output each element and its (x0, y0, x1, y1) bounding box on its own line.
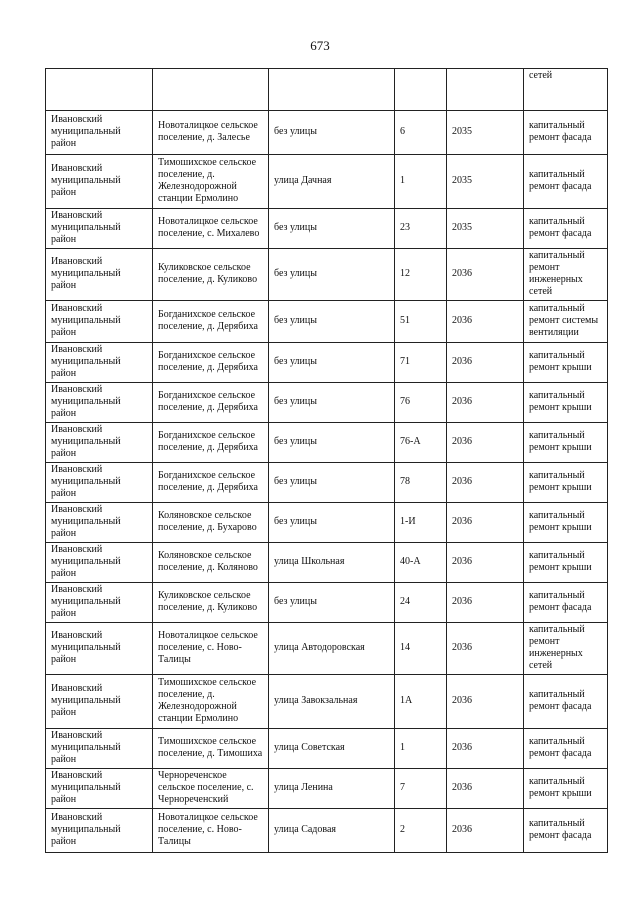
settlement-cell: Тимошихское сельское поселение, д. Тимошиха (153, 729, 269, 769)
table-row (46, 675, 608, 729)
district-cell: Ивановский муниципальный район (46, 623, 153, 675)
district-cell: Ивановский муниципальный район (46, 463, 153, 503)
work-cell: сетей (524, 69, 608, 111)
house-cell: 40-А (395, 543, 447, 583)
house-cell: 1 (395, 729, 447, 769)
house-cell: 76 (395, 383, 447, 423)
year-cell: 2036 (447, 343, 524, 383)
table-row (46, 249, 608, 301)
year-cell: 2036 (447, 769, 524, 809)
year-cell: 2035 (447, 111, 524, 155)
street-cell: без улицы (269, 583, 395, 623)
work-cell: капитальный ремонт крыши (524, 769, 608, 809)
settlement-cell: Богданихское сельское поселение, д. Дерябиха (153, 301, 269, 343)
settlement-cell (153, 69, 269, 111)
street-cell: улица Завокзальная (269, 675, 395, 729)
year-cell: 2036 (447, 463, 524, 503)
house-cell: 7 (395, 769, 447, 809)
house-cell: 1-И (395, 503, 447, 543)
district-cell: Ивановский муниципальный район (46, 543, 153, 583)
year-cell: 2036 (447, 729, 524, 769)
table-row (46, 343, 608, 383)
street-cell: без улицы (269, 463, 395, 503)
table-row (46, 155, 608, 209)
work-cell: капитальный ремонт фасада (524, 583, 608, 623)
house-cell (395, 69, 447, 111)
street-cell: без улицы (269, 111, 395, 155)
street-cell: улица Школьная (269, 543, 395, 583)
year-cell: 2035 (447, 155, 524, 209)
year-cell: 2036 (447, 383, 524, 423)
work-cell: капитальный ремонт крыши (524, 383, 608, 423)
street-cell: без улицы (269, 423, 395, 463)
settlement-cell: Новоталицкое сельское поселение, с. Ново-Талицы (153, 623, 269, 675)
district-cell: Ивановский муниципальный район (46, 769, 153, 809)
district-cell: Ивановский муниципальный район (46, 111, 153, 155)
house-cell: 76-А (395, 423, 447, 463)
district-cell: Ивановский муниципальный район (46, 583, 153, 623)
house-cell: 78 (395, 463, 447, 503)
settlement-cell: Богданихское сельское поселение, д. Дерябиха (153, 383, 269, 423)
work-cell: капитальный ремонт фасада (524, 111, 608, 155)
settlement-cell: Коляновское сельское поселение, д. Бухарово (153, 503, 269, 543)
street-cell: улица Автодоровская (269, 623, 395, 675)
house-cell: 1А (395, 675, 447, 729)
district-cell: Ивановский муниципальный район (46, 675, 153, 729)
work-cell: капитальный ремонт фасада (524, 809, 608, 853)
work-cell: капитальный ремонт крыши (524, 543, 608, 583)
settlement-cell: Новоталицкое сельское поселение, с. Ново-Талицы (153, 809, 269, 853)
district-cell: Ивановский муниципальный район (46, 383, 153, 423)
settlement-cell: Коляновское сельское поселение, д. Коляново (153, 543, 269, 583)
table-row (46, 209, 608, 249)
year-cell: 2036 (447, 583, 524, 623)
house-cell: 24 (395, 583, 447, 623)
district-cell (46, 69, 153, 111)
settlement-cell: Богданихское сельское поселение, д. Дерябиха (153, 343, 269, 383)
settlement-cell: Куликовское сельское поселение, д. Куликово (153, 583, 269, 623)
district-cell: Ивановский муниципальный район (46, 209, 153, 249)
table-row (46, 769, 608, 809)
table-row (46, 623, 608, 675)
table-row (46, 729, 608, 769)
street-cell: без улицы (269, 503, 395, 543)
table-row (46, 423, 608, 463)
page-number: 673 (310, 38, 330, 53)
work-cell: капитальный ремонт инженерных сетей (524, 249, 608, 301)
table-row (46, 111, 608, 155)
settlement-cell: Богданихское сельское поселение, д. Дерябиха (153, 463, 269, 503)
table-row (46, 301, 608, 343)
street-cell: без улицы (269, 249, 395, 301)
year-cell: 2036 (447, 301, 524, 343)
district-cell: Ивановский муниципальный район (46, 809, 153, 853)
house-cell: 1 (395, 155, 447, 209)
year-cell: 2036 (447, 809, 524, 853)
house-cell: 23 (395, 209, 447, 249)
house-cell: 51 (395, 301, 447, 343)
district-cell: Ивановский муниципальный район (46, 729, 153, 769)
table-row (46, 583, 608, 623)
settlement-cell: Новоталицкое сельское поселение, д. Залесье (153, 111, 269, 155)
year-cell: 2036 (447, 623, 524, 675)
work-cell: капитальный ремонт фасада (524, 155, 608, 209)
table-row (46, 809, 608, 853)
district-cell: Ивановский муниципальный район (46, 343, 153, 383)
year-cell: 2036 (447, 249, 524, 301)
settlement-cell: Тимошихское сельское поселение, д. Железнодорожной станции Ермолино (153, 155, 269, 209)
table-row (46, 463, 608, 503)
street-cell: без улицы (269, 343, 395, 383)
settlement-cell: Богданихское сельское поселение, д. Дерябиха (153, 423, 269, 463)
street-cell: улица Дачная (269, 155, 395, 209)
street-cell: улица Советская (269, 729, 395, 769)
district-cell: Ивановский муниципальный район (46, 155, 153, 209)
house-cell: 71 (395, 343, 447, 383)
objects-table (45, 68, 608, 853)
table-row (46, 383, 608, 423)
street-cell: без улицы (269, 301, 395, 343)
work-cell: капитальный ремонт фасада (524, 675, 608, 729)
house-cell: 6 (395, 111, 447, 155)
house-cell: 2 (395, 809, 447, 853)
work-cell: капитальный ремонт крыши (524, 463, 608, 503)
work-cell: капитальный ремонт крыши (524, 343, 608, 383)
year-cell: 2036 (447, 543, 524, 583)
settlement-cell: Куликовское сельское поселение, д. Куликово (153, 249, 269, 301)
district-cell: Ивановский муниципальный район (46, 423, 153, 463)
district-cell: Ивановский муниципальный район (46, 249, 153, 301)
work-cell: капитальный ремонт системы вентиляции (524, 301, 608, 343)
street-cell: улица Ленина (269, 769, 395, 809)
street-cell: без улицы (269, 209, 395, 249)
house-cell: 12 (395, 249, 447, 301)
settlement-cell: Новоталицкое сельское поселение, с. Михалево (153, 209, 269, 249)
year-cell: 2036 (447, 503, 524, 543)
house-cell: 14 (395, 623, 447, 675)
continued-row (46, 69, 608, 111)
district-cell: Ивановский муниципальный район (46, 301, 153, 343)
work-cell: капитальный ремонт крыши (524, 423, 608, 463)
year-cell (447, 69, 524, 111)
street-cell: улица Садовая (269, 809, 395, 853)
district-cell: Ивановский муниципальный район (46, 503, 153, 543)
work-cell: капитальный ремонт крыши (524, 503, 608, 543)
year-cell: 2036 (447, 423, 524, 463)
settlement-cell: Чернореченское сельское поселение, с. Чернореченский (153, 769, 269, 809)
settlement-cell: Тимошихское сельское поселение, д. Железнодорожной станции Ермолино (153, 675, 269, 729)
year-cell: 2035 (447, 209, 524, 249)
work-cell: капитальный ремонт инженерных сетей (524, 623, 608, 675)
table-row (46, 503, 608, 543)
work-cell: капитальный ремонт фасада (524, 729, 608, 769)
street-cell (269, 69, 395, 111)
street-cell: без улицы (269, 383, 395, 423)
work-cell: капитальный ремонт фасада (524, 209, 608, 249)
table-row (46, 543, 608, 583)
year-cell: 2036 (447, 675, 524, 729)
